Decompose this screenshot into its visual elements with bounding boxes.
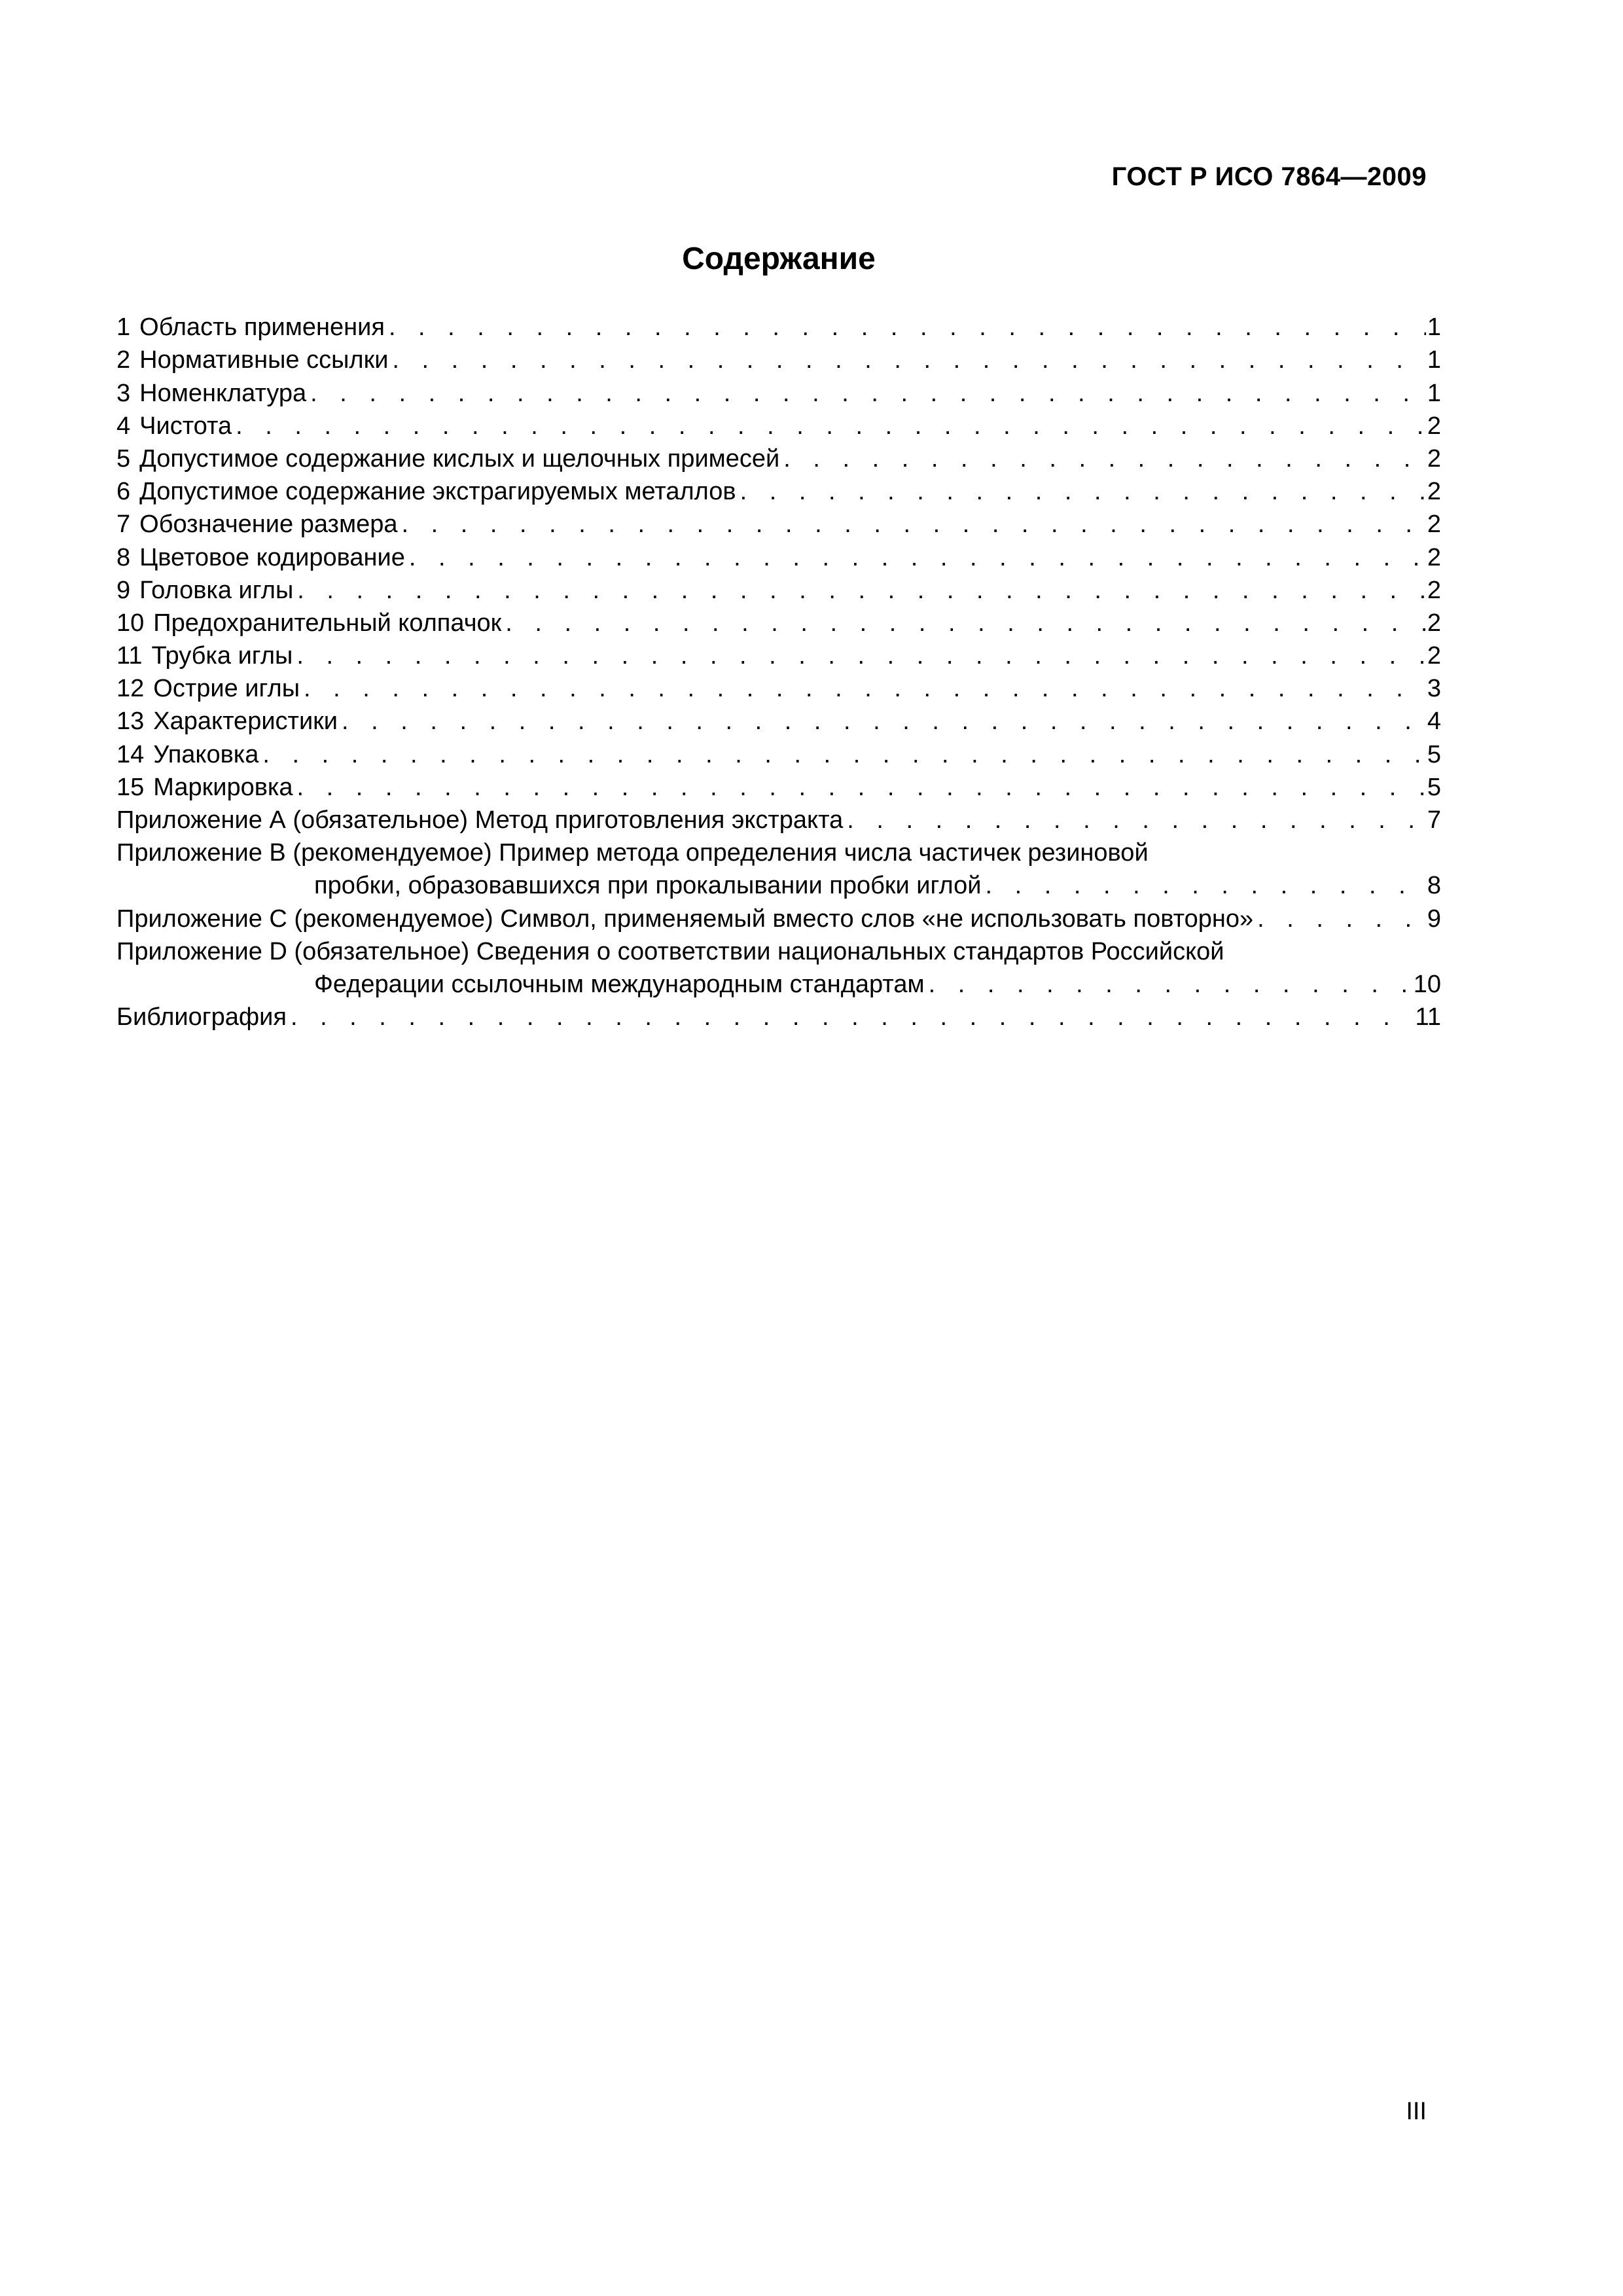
toc-entry-title: Приложение С (рекомендуемое) Символ, применяемый вместо слов «не использовать повторно»: [116, 905, 1254, 933]
toc-annex-b-line1[interactable]: [116, 836, 1441, 869]
toc-entry-page: 11: [1415, 1003, 1441, 1031]
toc-entry-page: 2: [1427, 642, 1441, 670]
toc-entry-number: 5: [116, 444, 131, 473]
toc-entry-title: Область применения: [139, 314, 385, 342]
toc-title: Содержание: [682, 242, 876, 276]
dot-leader: [236, 410, 1426, 442]
toc-entry-number: 3: [116, 379, 131, 407]
toc-entry-page: 2: [1427, 478, 1441, 506]
dot-leader: [262, 738, 1425, 771]
toc-entry-title: Трубка иглы: [151, 642, 293, 670]
toc-entry-number: 9: [116, 576, 131, 604]
toc-entry-title-continued: пробки, образовавшихся при прокалывании пробки иглой: [314, 872, 982, 900]
toc-annex-d-line2[interactable]: [116, 968, 1441, 1001]
toc-entry-8[interactable]: [116, 541, 1441, 573]
dot-leader: [297, 574, 1426, 607]
toc-entry-title: Чистота: [139, 412, 232, 440]
dot-leader: [505, 607, 1426, 639]
toc-entry-title: Допустимое содержание экстрагируемых металлов: [139, 478, 736, 506]
toc-entry-9[interactable]: [116, 574, 1441, 607]
toc-entry-title: Характеристики: [153, 708, 338, 736]
toc-entry-number: 7: [116, 511, 131, 539]
page-number: III: [1406, 2098, 1427, 2125]
dot-leader: [297, 771, 1426, 804]
toc-entry-14[interactable]: [116, 738, 1441, 770]
dot-leader: [847, 804, 1426, 836]
toc-bibliography[interactable]: [116, 1001, 1441, 1033]
dot-leader: [296, 639, 1426, 672]
dot-leader: [740, 475, 1426, 508]
dot-leader: [392, 344, 1425, 376]
toc-entry-page: 5: [1427, 773, 1441, 801]
document-code: ГОСТ Р ИСО 7864—2009: [1111, 162, 1427, 191]
toc-annex-a[interactable]: [116, 804, 1441, 836]
toc-entry-page: 2: [1427, 444, 1441, 473]
toc-entry-5[interactable]: [116, 442, 1441, 475]
toc-entry-12[interactable]: [116, 672, 1441, 705]
toc-entry-title: Приложение D (обязательное) Сведения о соответствии национальных стандартов Российской: [116, 937, 1224, 965]
toc-entry-title-continued: Федерации ссылочным международным стандартам: [314, 970, 925, 998]
toc-entry-title: Библиография: [116, 1003, 287, 1031]
toc-entry-4[interactable]: [116, 410, 1441, 442]
toc-entry-title: Приложение А (обязательное) Метод приготовления экстракта: [116, 806, 844, 834]
toc-entry-number: 4: [116, 412, 131, 440]
dot-leader: [1257, 903, 1426, 935]
dot-leader: [402, 508, 1426, 541]
toc-annex-d-line1[interactable]: [116, 935, 1441, 968]
table-of-contents: [116, 311, 1441, 1033]
toc-annex-b-line2[interactable]: [116, 869, 1441, 902]
toc-entry-title: Цветовое кодирование: [139, 543, 405, 571]
toc-entry-page: 1: [1427, 379, 1441, 407]
toc-entry-number: 15: [116, 773, 145, 801]
toc-entry-title: Маркировка: [153, 773, 293, 801]
toc-entry-title: Нормативные ссылки: [139, 346, 389, 374]
toc-entry-title: Обозначение размера: [139, 511, 398, 539]
toc-entry-page: 2: [1427, 576, 1441, 604]
toc-entry-page: 2: [1427, 609, 1441, 637]
toc-entry-page: 1: [1427, 314, 1441, 342]
toc-entry-number: 1: [116, 314, 131, 342]
toc-entry-2[interactable]: [116, 344, 1441, 376]
dot-leader: [929, 968, 1412, 1001]
toc-entry-title: Номенклатура: [139, 379, 307, 407]
toc-entry-number: 8: [116, 543, 131, 571]
toc-entry-3[interactable]: [116, 376, 1441, 409]
toc-entry-title: Острие иглы: [153, 675, 300, 703]
toc-entry-number: 12: [116, 675, 145, 703]
toc-entry-number: 14: [116, 740, 145, 768]
toc-entry-1[interactable]: [116, 311, 1441, 344]
toc-entry-page: 3: [1427, 675, 1441, 703]
toc-entry-number: 13: [116, 708, 145, 736]
dot-leader: [310, 377, 1426, 410]
toc-entry-title: Предохранительный колпачок: [153, 609, 502, 637]
toc-annex-c[interactable]: [116, 902, 1441, 935]
toc-entry-page: 1: [1427, 346, 1441, 374]
dot-leader: [389, 311, 1426, 344]
toc-entry-11[interactable]: [116, 639, 1441, 672]
toc-entry-page: 7: [1427, 806, 1441, 834]
toc-entry-title: Упаковка: [153, 740, 259, 768]
toc-entry-page: 9: [1427, 905, 1441, 933]
dot-leader: [291, 1001, 1414, 1033]
toc-entry-page: 8: [1427, 872, 1441, 900]
toc-entry-page: 10: [1413, 970, 1441, 998]
dot-leader: [986, 869, 1426, 902]
toc-entry-title: Приложение В (рекомендуемое) Пример метода определения числа частичек резиновой: [116, 839, 1149, 867]
toc-entry-page: 5: [1427, 740, 1441, 768]
dot-leader: [342, 705, 1426, 738]
toc-entry-10[interactable]: [116, 607, 1441, 639]
toc-entry-page: 2: [1427, 511, 1441, 539]
toc-entry-13[interactable]: [116, 705, 1441, 738]
toc-entry-number: 6: [116, 478, 131, 506]
toc-entry-number: 11: [116, 642, 143, 670]
toc-entry-title: Допустимое содержание кислых и щелочных примесей: [139, 444, 780, 473]
toc-entry-6[interactable]: [116, 475, 1441, 508]
dot-leader: [783, 442, 1426, 475]
toc-entry-title: Головка иглы: [139, 576, 294, 604]
dot-leader: [409, 541, 1426, 574]
toc-entry-7[interactable]: [116, 508, 1441, 541]
toc-entry-page: 2: [1427, 412, 1441, 440]
toc-entry-15[interactable]: [116, 771, 1441, 804]
toc-entry-number: 2: [116, 346, 131, 374]
dot-leader: [304, 672, 1426, 705]
toc-entry-number: 10: [116, 609, 145, 637]
toc-entry-page: 4: [1427, 708, 1441, 736]
toc-entry-page: 2: [1427, 543, 1441, 571]
